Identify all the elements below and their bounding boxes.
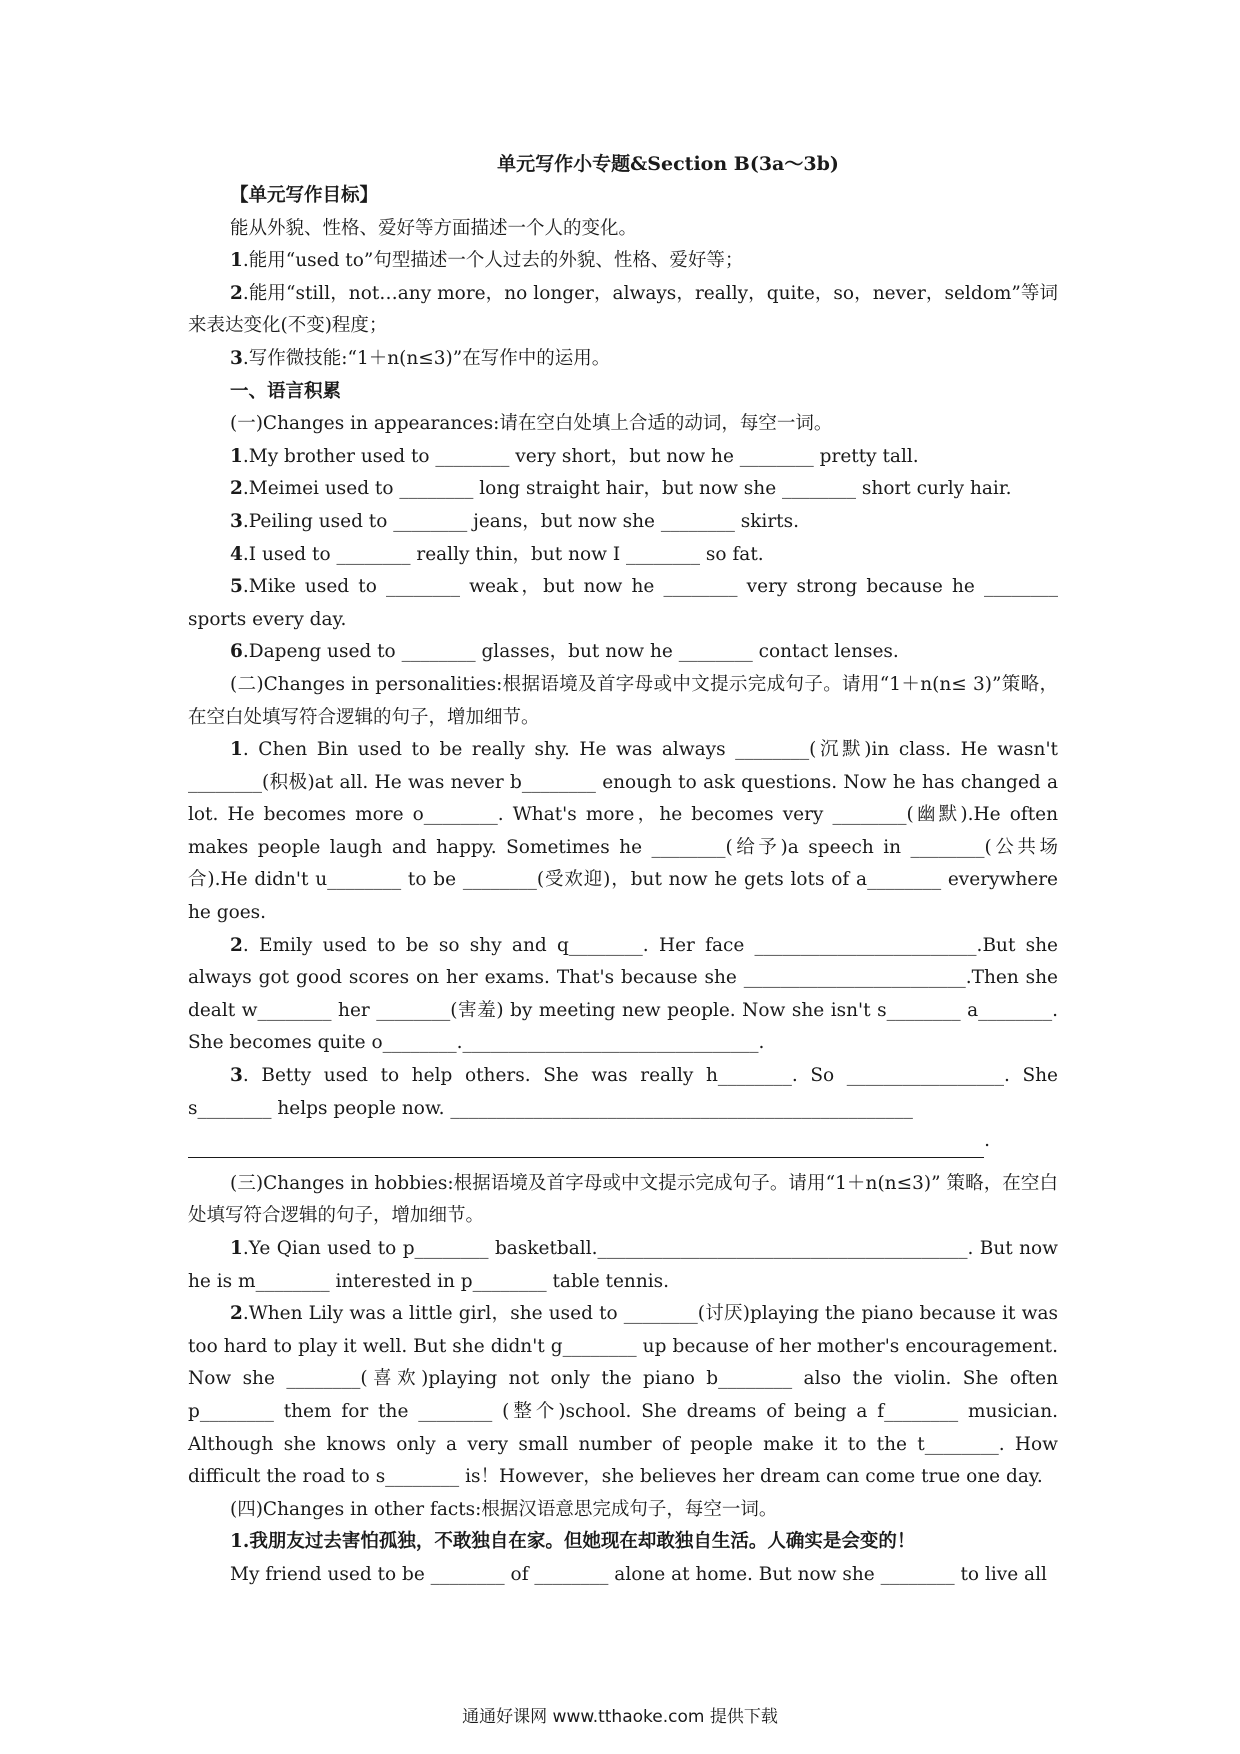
exercise-item: 2. Emily used to be so shy and q________. Her face ________________________.But she always got good scores on her exams. That's because she ________________________.Then she dealt w________ her ________(害羞) by meeting new people. Now she isn't s________ a________. She becomes quite o________.________________________________. (188, 934, 1058, 1054)
exercise-item: 2.When Lily was a little girl，she used to ________(讨厌)playing the piano because it was too hard to play it well. But she didn't g________ up because of her mother's encouragement. Now she ________(喜欢)playing not only the piano b________ also the violin. She often p________ them for the ________ (整个)school. She dreams of being a f________ musician. Although she knows only a very small number of people make it to the t________. How difficult the road to s________ is！However，she believes her dream can come true one day. (188, 1303, 1058, 1488)
goal-item: 1.能用“used to”句型描述一个人过去的外貌、性格、爱好等； (230, 250, 744, 272)
exercise-item-english: My friend used to be ________ of ________ alone at home. But now she ________ to live all (230, 1563, 1047, 1585)
exercise-item: 4.I used to ________ really thin，but now I ________ so fat. (230, 543, 764, 565)
blank-line (188, 1127, 984, 1158)
document-page (188, 148, 1058, 1592)
part3-heading: (三)Changes in hobbies:根据语境及首字母或中文提示完成句子。请用“1＋n(n≤3)” 策略，在空白处填写符合逻辑的句子，增加细节。 (188, 1172, 1058, 1227)
part2-heading: (二)Changes in personalities:根据语境及首字母或中文提示完成句子。请用“1＋n(n≤ 3)”策略，在空白处填写符合逻辑的句子，增加细节。 (188, 673, 1058, 728)
exercise-item: 1. Chen Bin used to be really shy. He was always ________(沉默)in class. He wasn't ________(积极)at all. He was never b________ enough to ask questions. Now he has changed a lot. He becomes more o________. What's more，he becomes very ________(幽默).He often makes people laugh and happy. Sometimes he ________(给予)a speech in ________(公共场合).He didn't u________ to be ________(受欢迎)，but now he gets lots of a________ everywhere he goes. (188, 739, 1058, 924)
section-heading: 一、语言积累 (230, 380, 342, 402)
exercise-item: 5.Mike used to ________ weak，but now he ________ very strong because he ________ sports every day. (188, 576, 1058, 630)
line-end-dot: . (984, 1130, 990, 1152)
page-title: 单元写作小专题&Section B(3a～3b) (497, 153, 839, 175)
exercise-item: 3.Peiling used to ________ jeans，but now she ________ skirts. (230, 510, 799, 532)
goal-heading: 【单元写作目标】 (230, 185, 379, 206)
part1-heading: (一)Changes in appearances:请在空白处填上合适的动词，每空一词。 (230, 413, 833, 435)
exercise-item: 6.Dapeng used to ________ glasses，but now he ________ contact lenses. (230, 641, 899, 663)
goal-intro: 能从外貌、性格、爱好等方面描述一个人的变化。 (230, 217, 638, 239)
part4-heading: (四)Changes in other facts:根据汉语意思完成句子，每空一词。 (230, 1498, 778, 1520)
exercise-item: 1.我朋友过去害怕孤独，不敢独自在家。但她现在却敢独自生活。人确实是会变的！ (230, 1531, 916, 1553)
footer-credit: 通通好课网 www.tthaoke.com 提供下载 (462, 1707, 778, 1727)
exercise-item: 1.Ye Qian used to p________ basketball.________________________________________. But now he is m________ interested in p________ table tennis. (188, 1238, 1058, 1292)
exercise-item: 2.Meimei used to ________ long straight hair，but now she ________ short curly hair. (230, 478, 1012, 500)
exercise-item: 3. Betty used to help others. She was really h________. So _________________. She s________ helps people now. __________________________________________________ (188, 1065, 1058, 1119)
exercise-item: 1.My brother used to ________ very short，but now he ________ pretty tall. (230, 445, 919, 467)
goal-item: 3.写作微技能:“1＋n(n≤3)”在写作中的运用。 (230, 347, 611, 369)
goal-item: 2.能用“still，not…any more，no longer，always，really，quite，so，never，seldom”等词来表达变化(不变)程度； (188, 282, 1058, 337)
answer-line (188, 1125, 1058, 1158)
